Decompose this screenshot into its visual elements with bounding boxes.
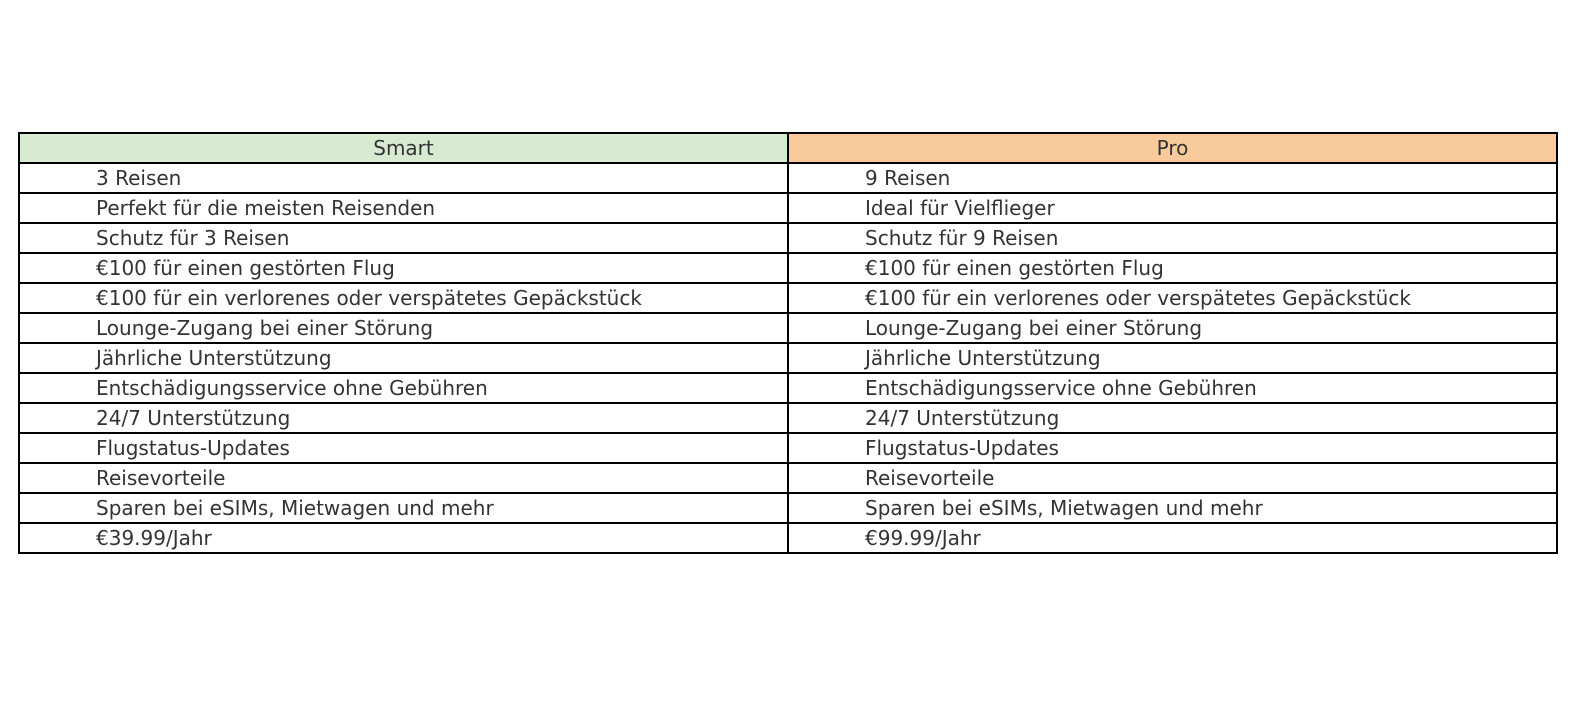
smart-cell: Reisevorteile [19,463,788,493]
pro-cell: Ideal für Vielflieger [788,193,1557,223]
smart-cell: €100 für einen gestörten Flug [19,253,788,283]
pro-cell: Schutz für 9 Reisen [788,223,1557,253]
table-row [19,223,1557,253]
pro-cell: 9 Reisen [788,163,1557,193]
smart-cell: 3 Reisen [19,163,788,193]
pro-cell: Entschädigungsservice ohne Gebühren [788,373,1557,403]
column-header-smart: Smart [19,133,788,163]
table-row [19,463,1557,493]
table-row [19,403,1557,433]
table-row [19,283,1557,313]
table-row [19,313,1557,343]
table-row [19,343,1557,373]
table-row [19,373,1557,403]
smart-cell: Perfekt für die meisten Reisenden [19,193,788,223]
pro-cell: 24/7 Unterstützung [788,403,1557,433]
smart-cell: Sparen bei eSIMs, Mietwagen und mehr [19,493,788,523]
smart-cell: Flugstatus-Updates [19,433,788,463]
table-row [19,253,1557,283]
pro-cell: €99.99/Jahr [788,523,1557,553]
pro-cell: €100 für ein verlorenes oder verspätetes Gepäckstück [788,283,1557,313]
smart-cell: Schutz für 3 Reisen [19,223,788,253]
smart-cell: €100 für ein verlorenes oder verspätetes Gepäckstück [19,283,788,313]
table-header [19,133,1557,163]
smart-cell: Lounge-Zugang bei einer Störung [19,313,788,343]
pro-cell: Reisevorteile [788,463,1557,493]
table-row [19,163,1557,193]
plan-comparison-table [18,132,1558,554]
table-row [19,193,1557,223]
table-row [19,433,1557,463]
table-row [19,523,1557,553]
column-header-pro: Pro [788,133,1557,163]
table-row [19,493,1557,523]
pro-cell: Flugstatus-Updates [788,433,1557,463]
pro-cell: Jährliche Unterstützung [788,343,1557,373]
smart-cell: €39.99/Jahr [19,523,788,553]
pro-cell: Sparen bei eSIMs, Mietwagen und mehr [788,493,1557,523]
smart-cell: Entschädigungsservice ohne Gebühren [19,373,788,403]
table-body [19,163,1557,553]
pro-cell: €100 für einen gestörten Flug [788,253,1557,283]
pro-cell: Lounge-Zugang bei einer Störung [788,313,1557,343]
smart-cell: 24/7 Unterstützung [19,403,788,433]
smart-cell: Jährliche Unterstützung [19,343,788,373]
header-row [19,133,1557,163]
